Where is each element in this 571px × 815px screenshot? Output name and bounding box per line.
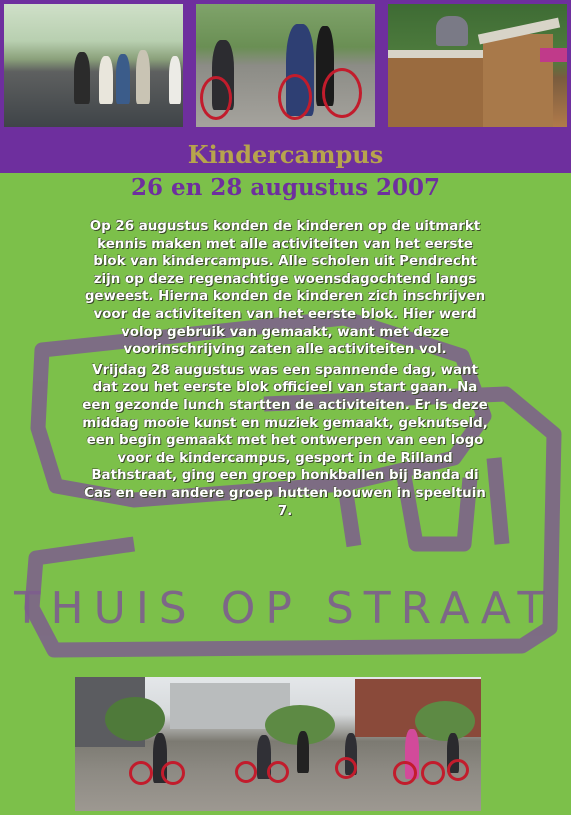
stamp-text: THUIS OP STRAAT xyxy=(14,583,555,634)
page-title: Kindercampus xyxy=(187,140,384,169)
photo-kids-playing-schoolyard xyxy=(4,4,183,127)
photo-playground-hut xyxy=(388,4,567,127)
paragraph-2: Vrijdag 28 augustus was een spannende dag, want dat zou het eerste blok officieel van start gaan. Na een gezonde lunch startten de activiteiten. Er is deze middag mooie kunst en muziek gemaakt, geknutseld, een begin gemaakt met het ontwerpen van een logo voor de kindercampus, gesport in de Rilland Bathstraat, ging een groep honkballen bij Banda di Cas en een andere groep hutten bouwen in speeltuin 7. xyxy=(82,362,488,519)
article-body xyxy=(80,218,490,523)
photo-kids-cycling-square xyxy=(75,677,481,811)
photo-kids-on-bikes xyxy=(196,4,375,127)
paragraph-1: Op 26 augustus konden de kinderen op de uitmarkt kennis maken met alle activiteiten van het eerste blok van kindercampus. Alle scholen uit Pendrecht zijn op deze regenachtige woensdagochtend langs geweest. Hierna konden de kinderen zich inschrijven voor de activiteiten van het eerste blok. Hier werd volop gebruik van gemaakt, want met deze voorinschrijving zaten alle activiteiten vol. xyxy=(84,219,486,358)
page-subtitle: 26 en 28 augustus 2007 xyxy=(130,174,441,201)
